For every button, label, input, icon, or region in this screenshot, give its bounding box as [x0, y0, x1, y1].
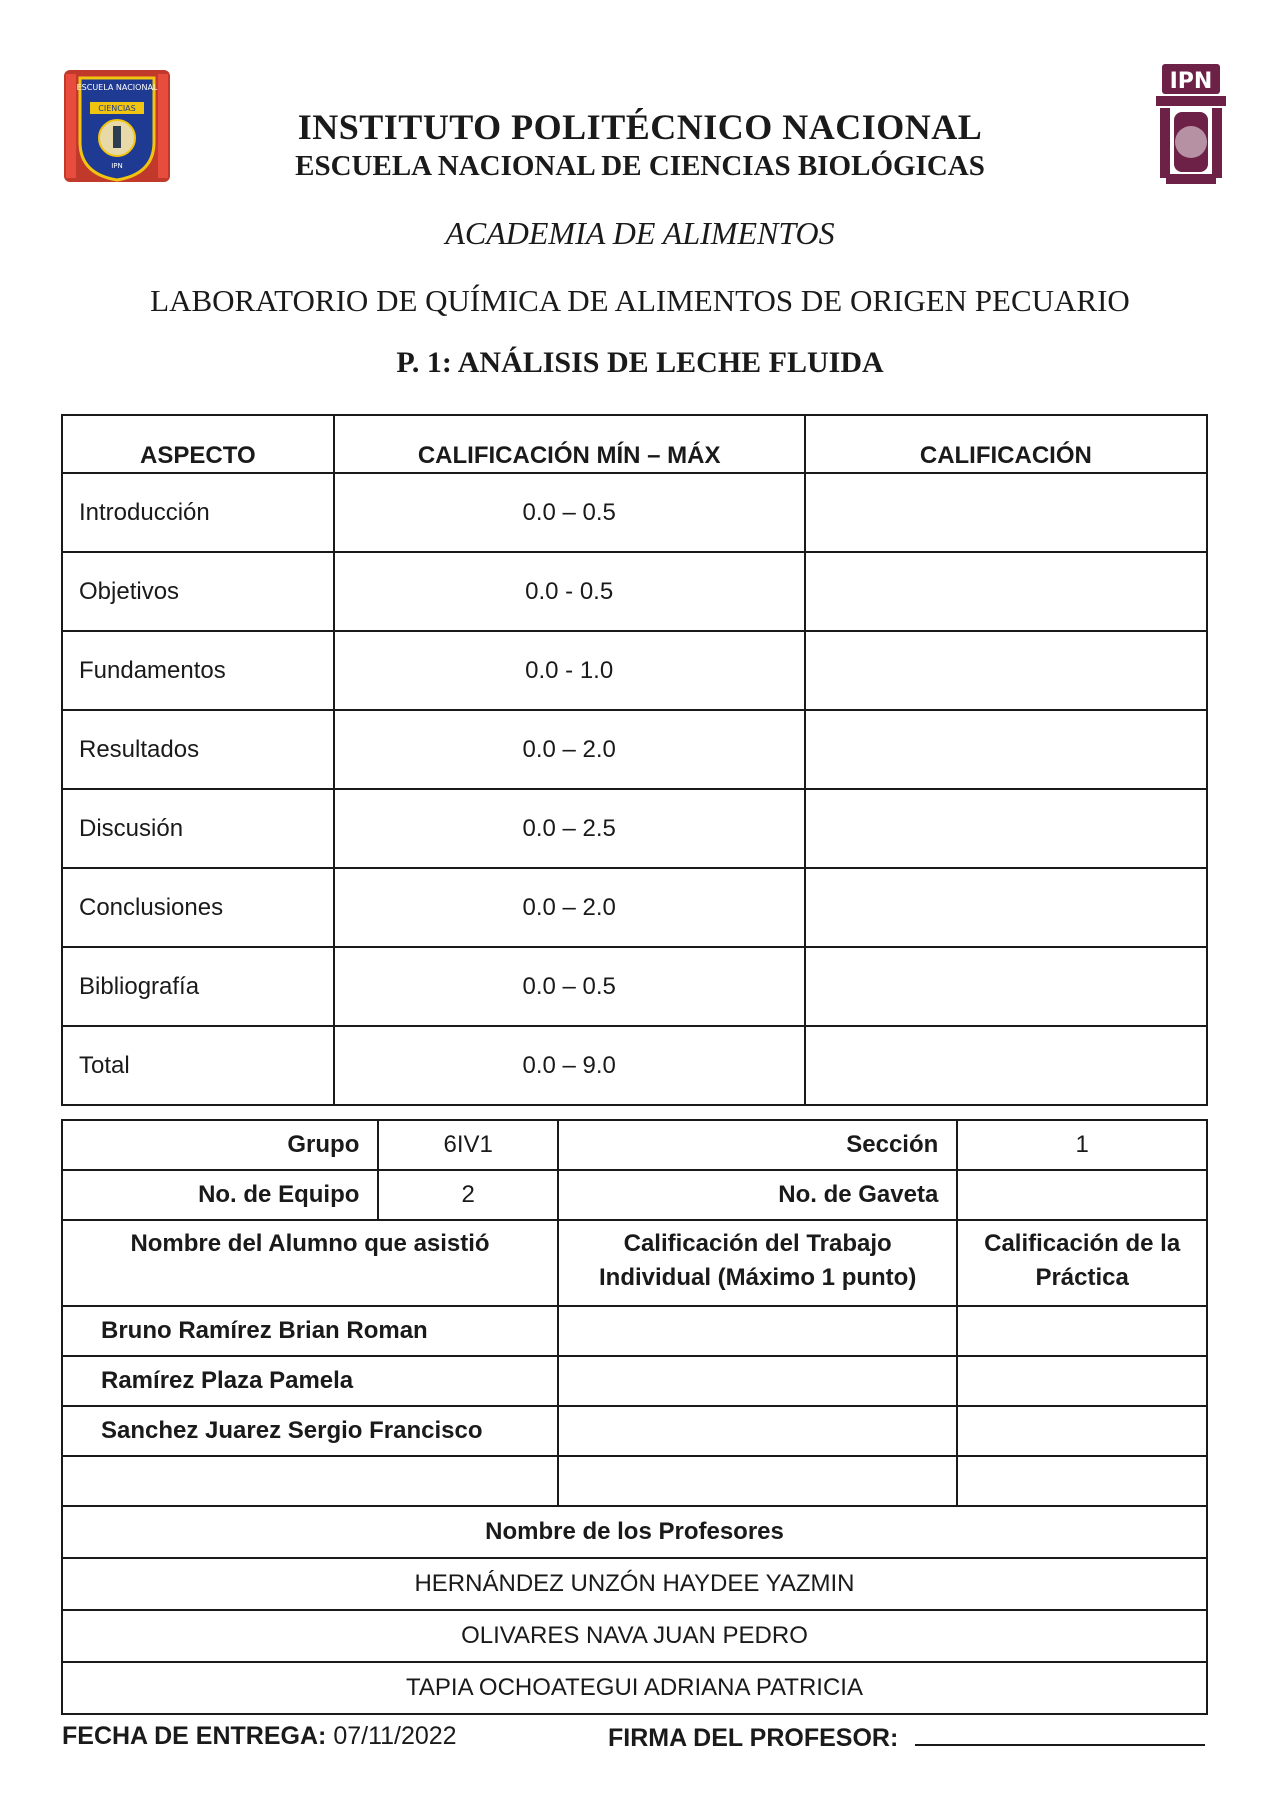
individual-grade-cell[interactable] — [558, 1456, 957, 1506]
aspect-cell: Conclusiones — [62, 868, 334, 947]
school-title: ESCUELA NACIONAL DE CIENCIAS BIOLÓGICAS — [295, 150, 985, 182]
student-name: Bruno Ramírez Brian Roman — [62, 1306, 558, 1356]
student-row — [62, 1306, 1207, 1356]
professor-signature — [608, 1722, 1205, 1753]
institute-title: INSTITUTO POLITÉCNICO NACIONAL — [297, 107, 983, 147]
grade-cell[interactable] — [805, 710, 1207, 789]
logo-text-top: ESCUELA NACIONAL — [76, 83, 158, 92]
professors-header: Nombre de los Profesores — [62, 1506, 1207, 1558]
header-grade: CALIFICACIÓN — [805, 415, 1207, 473]
aspect-cell: Discusión — [62, 789, 334, 868]
student-name — [62, 1456, 558, 1506]
table-row — [62, 1170, 1207, 1220]
professor-name: OLIVARES NAVA JUAN PEDRO — [62, 1610, 1207, 1662]
grade-cell[interactable] — [805, 552, 1207, 631]
logo-text-mid: CIENCIAS — [98, 104, 136, 113]
range-cell: 0.0 – 2.5 — [334, 789, 805, 868]
table-row — [62, 947, 1207, 1026]
practice-grade-header — [957, 1220, 1207, 1306]
practice-title: P. 1: ANÁLISIS DE LECHE FLUIDA — [396, 346, 884, 379]
grade-cell[interactable] — [805, 473, 1207, 552]
grade-cell[interactable] — [805, 789, 1207, 868]
aspect-cell: Introducción — [62, 473, 334, 552]
grade-cell[interactable] — [805, 1026, 1207, 1105]
aspect-cell: Bibliografía — [62, 947, 334, 1026]
grading-table — [61, 414, 1208, 1106]
logo-text-bottom: IPN — [111, 162, 123, 170]
aspect-cell: Fundamentos — [62, 631, 334, 710]
grade-cell[interactable] — [805, 947, 1207, 1026]
delivery-date-label: FECHA DE ENTREGA: — [62, 1722, 327, 1750]
professors-header-row — [62, 1506, 1207, 1558]
grade-cell[interactable] — [805, 631, 1207, 710]
group-value[interactable]: 6IV1 — [378, 1120, 558, 1170]
table-row — [62, 1026, 1207, 1105]
table-row — [62, 631, 1207, 710]
signature-label: FIRMA DEL PROFESOR: — [608, 1724, 899, 1752]
team-value[interactable]: 2 — [378, 1170, 558, 1220]
individual-grade-header-line1: Calificación del Trabajo — [623, 1230, 892, 1257]
drawer-label: No. de Gaveta — [558, 1170, 957, 1220]
lab-title: LABORATORIO DE QUÍMICA DE ALIMENTOS DE ORIGEN PECUARIO — [150, 283, 1130, 318]
practice-grade-cell[interactable] — [957, 1306, 1207, 1356]
individual-grade-cell[interactable] — [558, 1356, 957, 1406]
student-name-header: Nombre del Alumno que asistió — [62, 1220, 558, 1306]
practice-grade-header-line2: Práctica — [1035, 1264, 1129, 1291]
delivery-date — [62, 1722, 457, 1751]
signature-line[interactable] — [915, 1722, 1205, 1746]
professor-name: HERNÁNDEZ UNZÓN HAYDEE YAZMIN — [62, 1558, 1207, 1610]
table-row — [62, 868, 1207, 947]
logo-ipn-text: IPN — [1169, 69, 1213, 94]
table-row — [62, 473, 1207, 552]
practice-grade-cell[interactable] — [957, 1356, 1207, 1406]
student-info-table — [61, 1119, 1208, 1715]
student-row — [62, 1356, 1207, 1406]
delivery-date-value: 07/11/2022 — [333, 1722, 457, 1750]
practice-grade-cell[interactable] — [957, 1456, 1207, 1506]
drawer-value[interactable] — [957, 1170, 1207, 1220]
professor-name: TAPIA OCHOATEGUI ADRIANA PATRICIA — [62, 1662, 1207, 1714]
range-cell: 0.0 - 1.0 — [334, 631, 805, 710]
aspect-cell: Resultados — [62, 710, 334, 789]
student-name: Sanchez Juarez Sergio Francisco — [62, 1406, 558, 1456]
practice-grade-header-line1: Calificación de la — [984, 1230, 1181, 1257]
group-label: Grupo — [62, 1120, 378, 1170]
range-cell: 0.0 – 2.0 — [334, 868, 805, 947]
student-header-row — [62, 1220, 1207, 1306]
professor-row — [62, 1662, 1207, 1714]
range-cell: 0.0 - 0.5 — [334, 552, 805, 631]
header-range: CALIFICACIÓN MÍN – MÁX — [334, 415, 805, 473]
range-cell: 0.0 – 0.5 — [334, 473, 805, 552]
range-cell: 0.0 – 0.5 — [334, 947, 805, 1026]
range-cell: 0.0 – 9.0 — [334, 1026, 805, 1105]
section-label: Sección — [558, 1120, 957, 1170]
aspect-cell: Objetivos — [62, 552, 334, 631]
student-row — [62, 1406, 1207, 1456]
individual-grade-cell[interactable] — [558, 1306, 957, 1356]
grade-cell[interactable] — [805, 868, 1207, 947]
aspect-cell: Total — [62, 1026, 334, 1105]
range-cell: 0.0 – 2.0 — [334, 710, 805, 789]
professor-row — [62, 1610, 1207, 1662]
student-row — [62, 1456, 1207, 1506]
individual-grade-cell[interactable] — [558, 1406, 957, 1456]
individual-grade-header — [558, 1220, 957, 1306]
table-row — [62, 1120, 1207, 1170]
header-aspect: ASPECTO — [62, 415, 334, 473]
table-row — [62, 789, 1207, 868]
grading-header-row — [62, 415, 1207, 473]
professor-row — [62, 1558, 1207, 1610]
section-value[interactable]: 1 — [957, 1120, 1207, 1170]
table-row — [62, 710, 1207, 789]
table-row — [62, 552, 1207, 631]
student-name: Ramírez Plaza Pamela — [62, 1356, 558, 1406]
individual-grade-header-line2: Individual (Máximo 1 punto) — [598, 1264, 917, 1291]
team-label: No. de Equipo — [62, 1170, 378, 1220]
academy-title: ACADEMIA DE ALIMENTOS — [445, 215, 835, 251]
practice-grade-cell[interactable] — [957, 1406, 1207, 1456]
